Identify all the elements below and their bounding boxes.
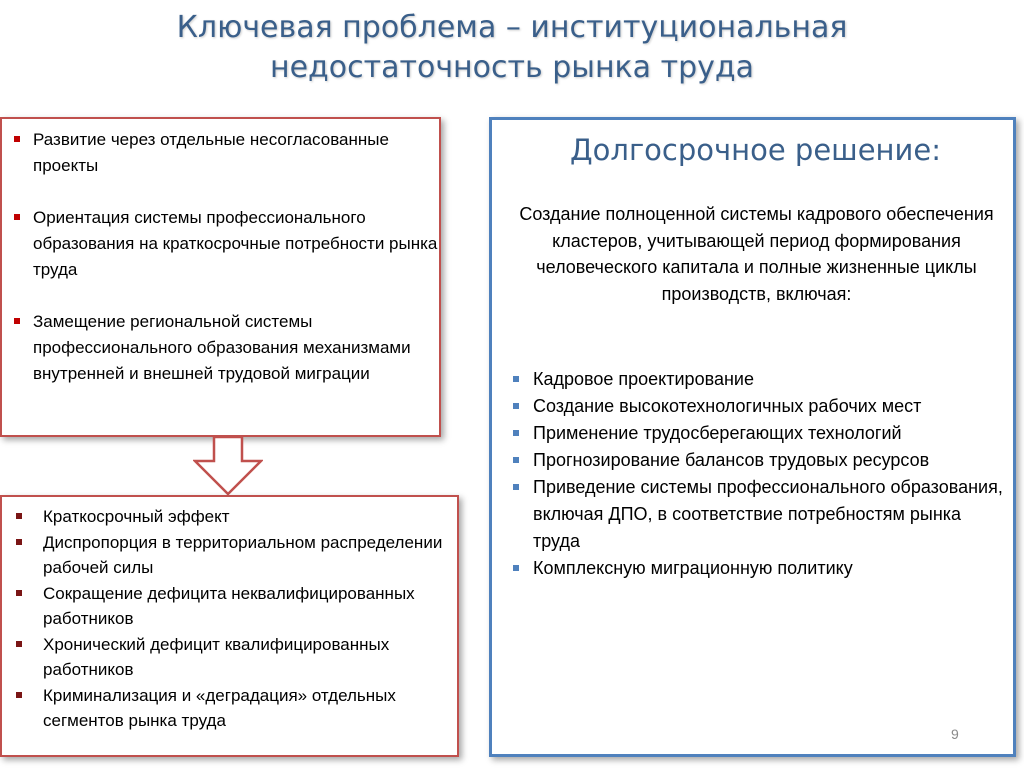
solution-list bbox=[512, 366, 1012, 582]
list-item bbox=[14, 127, 439, 179]
list-item bbox=[512, 393, 1012, 420]
problems-box bbox=[0, 117, 441, 437]
problems-list bbox=[14, 127, 439, 387]
solution-intro: Создание полноценной системы кадрового обеспечения кластеров, учитывающей период формирования человеческого капитала и полные жизненные циклы производств, включая: bbox=[519, 204, 994, 304]
effect-text: Криминализация и «деградация» отдельных сегментов рынка труда bbox=[43, 685, 396, 730]
square-bullet-icon bbox=[16, 692, 22, 698]
solution-text: Создание высокотехнологичных рабочих мест bbox=[533, 396, 922, 416]
list-item bbox=[14, 683, 454, 734]
title-line-1: Ключевая проблема – институциональная bbox=[176, 10, 848, 45]
square-bullet-icon bbox=[513, 376, 519, 382]
effect-text: Хронический дефицит квалифицированных работников bbox=[43, 634, 390, 679]
solution-box bbox=[489, 117, 1016, 757]
list-item bbox=[14, 205, 439, 283]
list-item bbox=[14, 530, 454, 581]
square-bullet-icon bbox=[513, 565, 519, 571]
square-bullet-icon bbox=[16, 539, 22, 545]
effects-box bbox=[0, 495, 459, 757]
problem-text: Ориентация системы профессионального образования на краткосрочные потребности рынка труда bbox=[33, 208, 438, 279]
list-item bbox=[512, 447, 1012, 474]
effect-text: Сокращение дефицита неквалифицированных работников bbox=[43, 583, 415, 628]
title-line-2: недостаточность рынка труда bbox=[269, 50, 754, 85]
square-bullet-icon bbox=[14, 318, 20, 324]
solution-text: Приведение системы профессионального образования, включая ДПО, в соответствие потребностям рынка труда bbox=[533, 477, 1003, 551]
square-bullet-icon bbox=[16, 513, 22, 519]
solution-text: Применение трудосберегающих технологий bbox=[533, 423, 902, 443]
square-bullet-icon bbox=[14, 136, 20, 142]
square-bullet-icon bbox=[513, 484, 519, 490]
list-item bbox=[512, 474, 1012, 555]
square-bullet-icon bbox=[513, 430, 519, 436]
list-item bbox=[512, 555, 1012, 582]
list-item bbox=[14, 309, 439, 387]
problem-text: Развитие через отдельные несогласованные проекты bbox=[33, 130, 389, 175]
list-item bbox=[14, 581, 454, 632]
solution-text: Прогнозирование балансов трудовых ресурсов bbox=[533, 450, 930, 470]
list-item bbox=[14, 632, 454, 683]
solution-text: Комплексную миграционную политику bbox=[533, 558, 853, 578]
square-bullet-icon bbox=[16, 641, 22, 647]
solution-heading: Долгосрочное решение: bbox=[570, 133, 941, 167]
list-item bbox=[512, 366, 1012, 393]
effects-list bbox=[14, 504, 454, 734]
down-arrow-icon bbox=[193, 436, 263, 496]
square-bullet-icon bbox=[513, 457, 519, 463]
list-item bbox=[512, 420, 1012, 447]
square-bullet-icon bbox=[16, 590, 22, 596]
square-bullet-icon bbox=[513, 403, 519, 409]
square-bullet-icon bbox=[14, 214, 20, 220]
list-item bbox=[14, 504, 454, 530]
effect-text: Диспропорция в территориальном распределении рабочей силы bbox=[43, 532, 443, 577]
problem-text: Замещение региональной системы профессионального образования механизмами внутренней и внешней трудовой миграции bbox=[33, 312, 411, 383]
solution-text: Кадровое проектирование bbox=[533, 369, 754, 389]
effect-text: Краткосрочный эффект bbox=[43, 507, 230, 526]
page-number: 9 bbox=[951, 726, 959, 742]
slide-title bbox=[0, 8, 1024, 88]
